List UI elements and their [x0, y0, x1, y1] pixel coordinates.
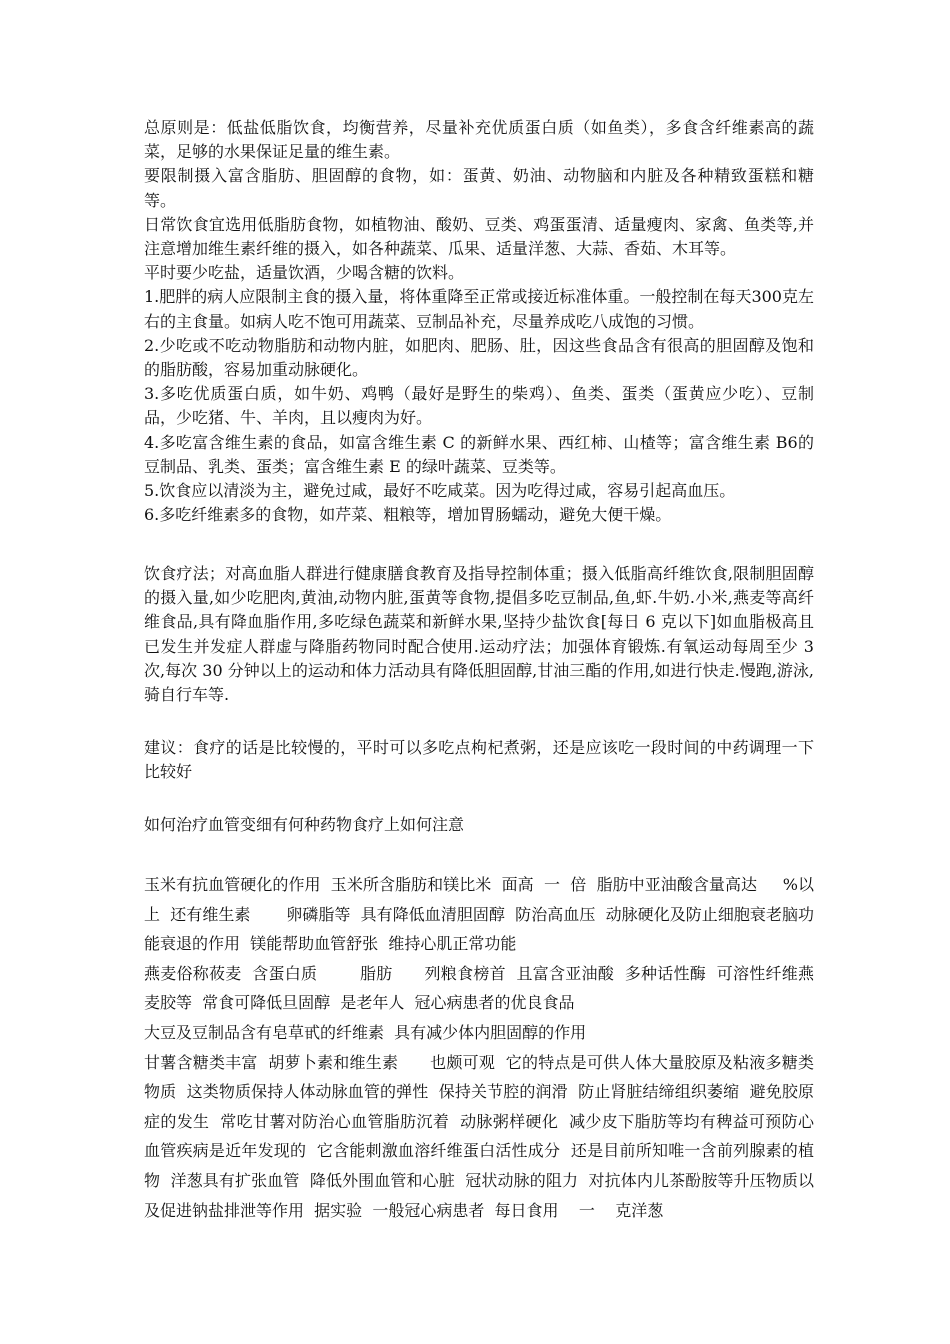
paragraph-soybeans: 大豆及豆制品含有皂草甙的纤维素 具有减少体内胆固醇的作用: [144, 1022, 587, 1042]
list-item-2: 2.少吃或不吃动物脂肪和动物内脏，如肥肉、肥肠、肚，因这些食品含有很高的胆固醇及饱和的脂肪酸，容易加重动脉硬化。: [144, 335, 814, 380]
diet-principles-section: [144, 116, 814, 527]
question-heading: 如何治疗血管变细有何种药物食疗上如何注意: [144, 815, 465, 834]
list-item-6: 6.多吃纤维素多的食物，如芹菜、粗粮等，增加胃肠蠕动，避免大便干燥。: [144, 505, 672, 525]
question-section: [144, 813, 814, 837]
paragraph-diet-exercise-therapy: 饮食疗法；对高血脂人群进行健康膳食教育及指导控制体重；摄入低脂高纤维饮食,限制胆固醇的摄入量,如少吃肥肉,黄油,动物内脏,蛋黄等食物,提倡多吃豆制品,鱼,虾.牛奶.小米,燕麦等高纤维食品,具有降血脂作用,多吃绿色蔬菜和新鲜水果,坚持少盐饮食[每日 6 克以下]如血脂极高且已发生并发症人群虚与降脂药物同时配合使用.运动疗法；加强体育锻炼.有氧运动每周至少 3 次,每次 30 分钟以上的运动和体力活动具有降低胆固醇,甘油三酯的作用,如进行快走.慢跑,游泳,骑自行车等.: [144, 564, 814, 705]
list-item-3: 3.多吃优质蛋白质，如牛奶、鸡鸭（最好是野生的柴鸡）、鱼类、蛋类（蛋黄应少吃）、豆制品，少吃猪、牛、羊肉，且以瘦肉为好。: [144, 384, 814, 428]
paragraph-corn: 玉米有抗血管硬化的作用 玉米所含脂肪和镁比米 面高 一 倍 脂肪中亚油酸含量高达 %以上 还有维生素 卵磷脂等 具有降低血清胆固醇 防治高血压 动脉硬化及防止细胞衰老脑功能衰退的作用 镁能帮助血管舒张 维持心肌正常功能: [144, 875, 814, 954]
paragraph-general-principle: 总原则是：低盐低脂饮食，均衡营养，尽量补充优质蛋白质（如鱼类），多食含纤维素高的蔬菜，足够的水果保证足量的维生素。: [144, 118, 814, 162]
paragraph-less-salt: 平时要少吃盐，适量饮酒，少喝含糖的饮料。: [144, 263, 465, 283]
diet-therapy-section: [144, 562, 814, 707]
paragraph-advice: 建议：食疗的话是比较慢的，平时可以多吃点枸杞煮粥，还是应该吃一段时间的中药调理一下比较好: [144, 738, 814, 782]
list-item-5: 5.饮食应以清淡为主，避免过咸，最好不吃咸菜。因为吃得过咸，容易引起高血压。: [144, 481, 736, 501]
advice-section: [144, 736, 814, 784]
foods-section: [144, 870, 814, 1225]
paragraph-limit-fat-cholesterol: 要限制摄入富含脂肪、胆固醇的食物，如：蛋黄、奶油、动物脑和内脏及各种精致蛋糕和糖等。: [144, 166, 814, 210]
paragraph-daily-low-fat-foods: 日常饮食宜选用低脂肪食物，如植物油、酸奶、豆类、鸡蛋蛋清、适量瘦肉、家禽、鱼类等,并注意增加维生素纤维的摄入，如各种蔬菜、瓜果、适量洋葱、大蒜、香茹、木耳等。: [144, 214, 814, 259]
paragraph-oats: 燕麦俗称莜麦 含蛋白质 脂肪 列粮食榜首 且富含亚油酸 多种话性酶 可溶性纤维燕麦胶等 常食可降低旦固醇 是老年人 冠心病患者的优良食品: [144, 963, 814, 1013]
paragraph-sweet-potato-onion: 甘薯含糖类丰富 胡萝卜素和维生素 也颇可观 它的特点是可供人体大量胶原及粘液多糖类物质 这类物质保持人体动脉血管的弹性 保持关节腔的润滑 防止肾脏结缔组织萎缩 避免胶原症的发生 常吃甘薯对防治心血管脂肪沉着 动脉粥样硬化 减少皮下脂肪等均有稗益可预防心血管疾病是近年发现的 它含能刺激血溶纤维蛋白活性成分 还是目前所知唯一含前列腺素的植物 洋葱具有扩张血管 降低外围血管和心脏 冠状动脉的阻力 对抗体内儿茶酚胺等升压物质以及促进钠盐排泄等作用 据实验 一般冠心病患者 每日食用 一 克洋葱: [144, 1052, 814, 1220]
list-item-1: 1.肥胖的病人应限制主食的摄入量，将体重降至正常或接近标准体重。一般控制在每天300克左右的主食量。如病人吃不饱可用蔬菜、豆制品补充，尽量养成吃八成饱的习惯。: [144, 287, 814, 331]
list-item-4: 4.多吃富含维生素的食品，如富含维生素 C 的新鲜水果、西红柿、山楂等；富含维生素 B6的豆制品、乳类、蛋类；富含维生素 E 的绿叶蔬菜、豆类等。: [144, 432, 814, 476]
